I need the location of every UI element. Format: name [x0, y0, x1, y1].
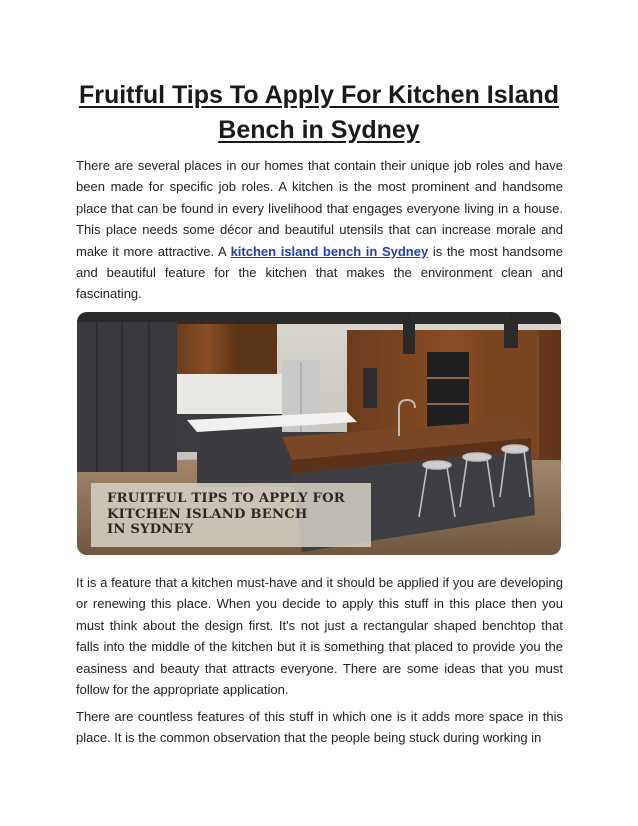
banner-line-2: KITCHEN ISLAND BENCH	[107, 506, 308, 522]
intro-paragraph	[76, 155, 563, 305]
image-caption-banner	[91, 483, 371, 547]
banner-line-1: FRUITFUL TIPS TO APPLY FOR	[107, 491, 345, 506]
body-paragraph-3: There are countless features of this stuff in which one is it adds more space in this place. It is the common observation that the people being stuck during working in	[76, 709, 563, 746]
intro-text-before-link: There are several places in our homes that contain their unique job roles and have been made for specific job roles. A kitchen is the most prominent and handsome place that can be found in every livelihood that engages everyone living in a house. This place needs some décor and beautiful utensils that can increase morale and make it more attractive. A	[76, 158, 563, 259]
kitchen-island-bench-link[interactable]: kitchen island bench in Sydney	[230, 243, 429, 259]
kitchen-photo	[77, 312, 561, 555]
intro-text-after-link: is the most handsome and beautiful feature for the kitchen that makes the environment clean and fascinating.	[76, 243, 563, 302]
page-title: Fruitful Tips To Apply For Kitchen Island Bench in Sydney	[78, 81, 560, 144]
banner-line-3: IN SYDNEY	[107, 522, 194, 537]
body-paragraph-2: It is a feature that a kitchen must-have and it should be applied if you are developing or renewing this place. When you decide to apply this stuff in this place then you must think about the design first. It's not just a rectangular shaped benchtop that falls into the middle of the kitchen but it is something that placed to provide you the easiness and beauty that attracts everyone. There are some ideas that you must follow for the appropriate application.	[76, 575, 563, 698]
